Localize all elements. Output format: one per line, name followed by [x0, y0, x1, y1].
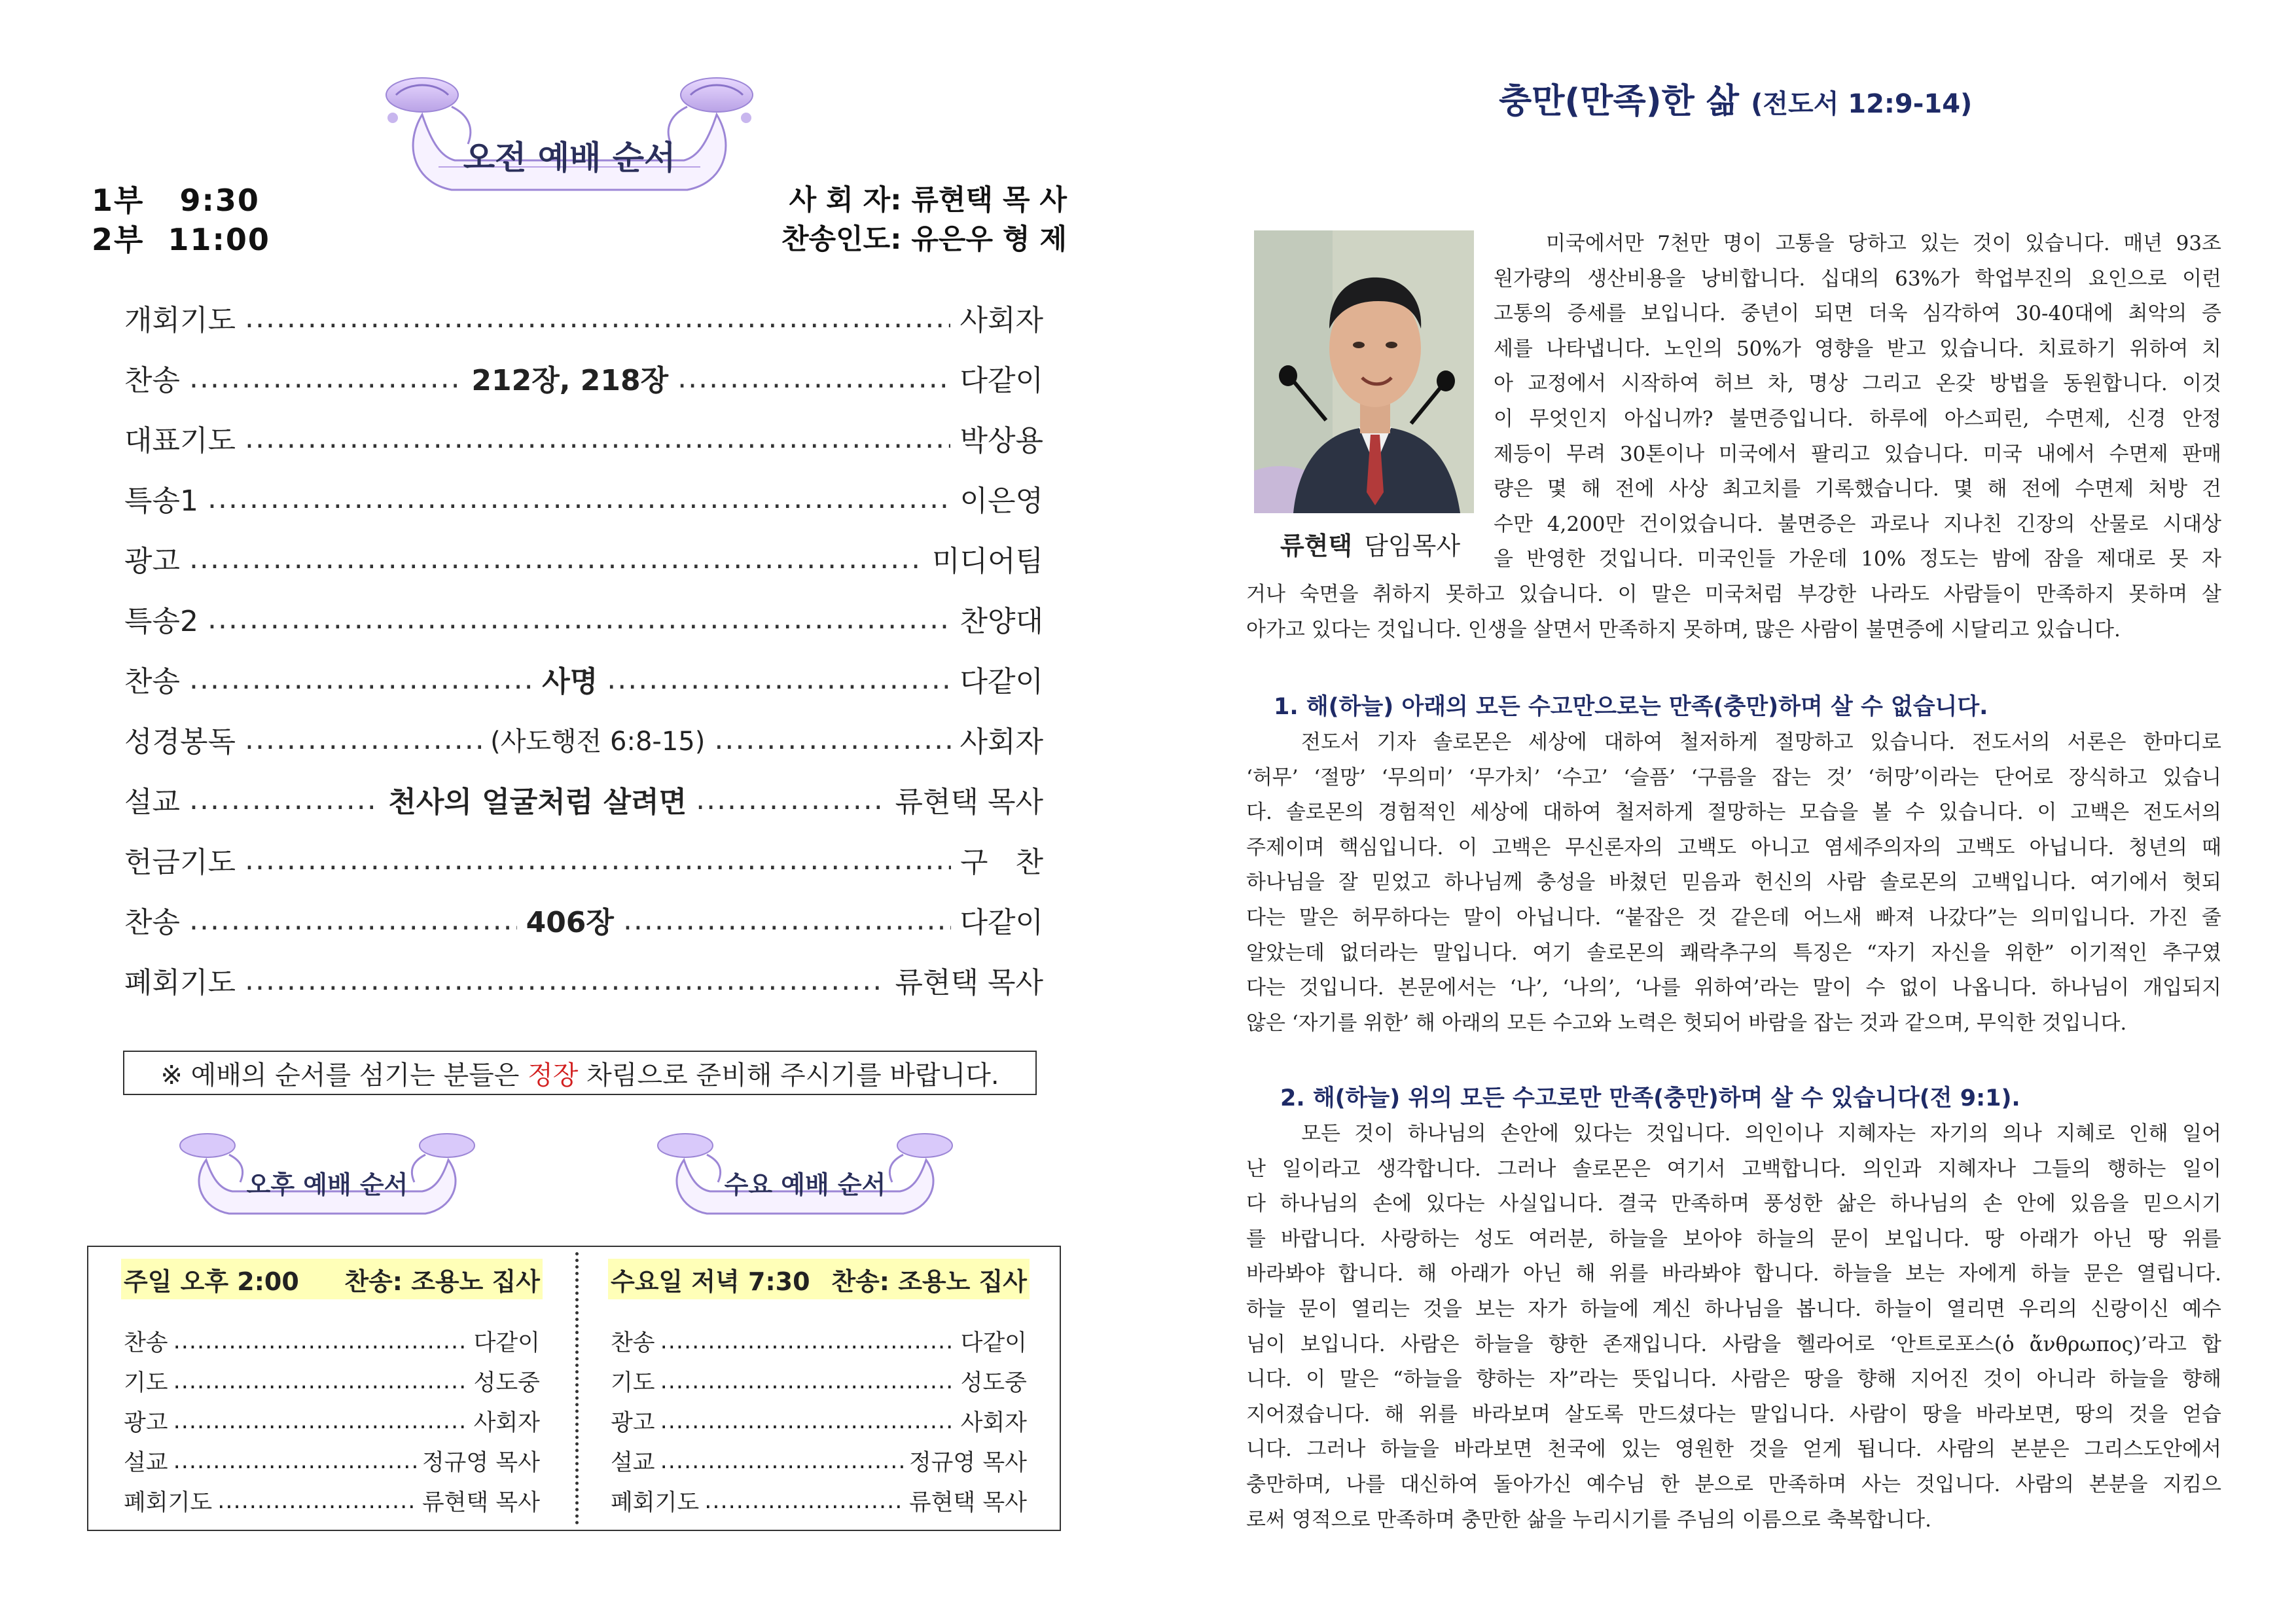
- text-line: 하나님을 잘 믿었고 하나님께 충성을 바쳤던 믿음과 헌신의 사람 솔로몬의 고백입니다. 여기에서 헛되: [1246, 871, 2221, 895]
- order-person: 구 찬: [960, 846, 1043, 879]
- order-person: 찬양대: [960, 605, 1043, 638]
- wednesday-row: [611, 1403, 1027, 1439]
- text-line: 모든 것이 하나님의 손안에 있다는 것입니다. 의인이나 지혜자는 자기의 의나 지혜로 인해 일어: [1301, 1122, 2221, 1146]
- text-line: 다. 솔로몬의 경험적인 세상에 대하여 철저하게 절망하는 모습을 볼 수 있습니다. 이 고백은 전도서의: [1246, 801, 2221, 825]
- leader-dots: [245, 723, 481, 756]
- order-row: [124, 596, 1043, 641]
- order-person: 다같이: [960, 364, 1044, 397]
- afternoon-time: 주일 오후 2:00: [124, 1267, 299, 1296]
- text-line: 충만하며, 나를 대신하여 돌아가신 예수님 한 분으로 만족하며 사는 것입니다. 사람의 본분을 지킴으: [1246, 1472, 2221, 1496]
- leader-dots: [245, 964, 886, 997]
- wednesday-column: [575, 1247, 1062, 1530]
- leader-dots: [173, 1408, 469, 1434]
- leader-dots: [623, 903, 951, 937]
- text-line: 원가량의 생산비용을 낭비합니다. 십대의 63%가 학업부진의 요인으로 이런: [1494, 266, 2221, 291]
- text-line: 다는 것입니다. 본문에서는 ‘나’, ‘나의’, ‘나를 위하여’라는 말이 수 없이 나옵니다. 하나님이 개입되지: [1246, 976, 2221, 1000]
- wednesday-row: [611, 1443, 1027, 1479]
- notice-highlight: 정장: [528, 1060, 579, 1091]
- order-row: [124, 656, 1043, 702]
- leader-dots: [245, 301, 950, 334]
- row-label: 찬송: [611, 1330, 655, 1356]
- notice-text-before: ※ 예배의 순서를 섬기는 분들은: [160, 1060, 528, 1091]
- text-line: 님이 보입니다. 사람은 하늘을 향한 존재입니다. 사람을 헬라어로 ‘안트로포스(ὁ ἄνθρωπος)’라고 합: [1246, 1332, 2221, 1356]
- pastor-name: 류현택: [1280, 532, 1353, 560]
- order-row: [124, 897, 1043, 943]
- text-line: 제등이 무려 30톤이나 미국에서 팔리고 있습니다. 미국 내에서 수면제 판매: [1494, 442, 2221, 466]
- leader-dots: [660, 1448, 904, 1474]
- leader-dots: [245, 422, 950, 455]
- text-line: 다는 말은 허무하다는 말이 아닙니다. “붙잡은 것 같은데 어느새 빠져 나갔다”는 의미입니다. 가진 줄: [1246, 905, 2221, 929]
- order-label: 폐회기도: [124, 966, 236, 1000]
- text-line: 아 교정에서 시작하여 허브 차, 명상 그리고 온갖 방법을 동원합니다. 이것: [1494, 372, 2221, 396]
- wednesday-title-banner: [651, 1127, 959, 1225]
- order-row: [124, 475, 1043, 521]
- morning-title-banner: [376, 69, 762, 206]
- row-label: 설교: [124, 1450, 168, 1476]
- order-label: 대표기도: [124, 424, 236, 458]
- row-label: 폐회기도: [124, 1490, 213, 1516]
- order-person: 미디어팀: [931, 545, 1043, 578]
- dress-code-notice: [123, 1051, 1037, 1095]
- text-line: 다 하나님의 손에 있다는 사실입니다. 결국 만족하며 풍성한 삶은 하나님의 손 안에 있음을 믿으시기: [1246, 1192, 2221, 1216]
- text-line: 수만 4,200만 건이었습니다. 불면증은 과로나 지나친 긴장의 산물로 시대상: [1494, 512, 2221, 536]
- order-row: [124, 957, 1043, 1003]
- row-label: 기도: [124, 1370, 168, 1396]
- row-person: 다같이: [473, 1330, 540, 1356]
- text-line: 니다. 이 말은 “하늘을 향하는 자”라는 뜻입니다. 사람은 땅을 향해 지어진 것이 아니라 하늘을 향해: [1246, 1367, 2221, 1392]
- wednesday-row: [611, 1323, 1027, 1360]
- order-person: 류현택 목사: [895, 966, 1043, 1000]
- order-label: 성경봉독: [124, 725, 236, 759]
- wednesday-row: [611, 1483, 1027, 1519]
- leader-dots: [696, 783, 886, 816]
- order-label: 설교: [124, 785, 181, 819]
- row-label: 폐회기도: [611, 1490, 700, 1516]
- point-1-heading: 1. 해(하늘) 아래의 모든 수고만으로는 만족(충만)하며 살 수 없습니다.: [1274, 694, 1988, 720]
- intro-full-paragraph: [1246, 577, 2221, 647]
- order-label: 찬송: [124, 906, 181, 939]
- leader-dots: [677, 361, 950, 395]
- row-person: 류현택 목사: [422, 1490, 540, 1516]
- leader-dots: [189, 783, 379, 816]
- order-person: 사회자: [960, 304, 1043, 337]
- text-line: 을 반영한 것입니다. 미국인들 가운데 10% 정도는 밤에 잠을 제대로 못 자: [1494, 547, 2221, 571]
- order-label: 특송1: [124, 484, 199, 518]
- order-row: [124, 535, 1043, 581]
- sermon-title: [1499, 73, 1972, 122]
- order-label: 찬송: [124, 364, 181, 397]
- row-person: 사회자: [960, 1410, 1027, 1436]
- leader-dots: [189, 662, 533, 696]
- morning-title: 오전 예배 순서: [463, 139, 676, 177]
- order-row: [124, 837, 1043, 882]
- point-2-paragraph: [1246, 1117, 2221, 1538]
- point-2-heading: 2. 해(하늘) 위의 모든 수고로만 만족(충만)하며 살 수 있습니다(전 9:1).: [1280, 1085, 2020, 1111]
- leader-dots: [173, 1448, 417, 1474]
- leader-dots: [189, 903, 517, 937]
- leader-dots: [189, 542, 923, 575]
- afternoon-row: [124, 1443, 540, 1479]
- text-line: 바라봐야 합니다. 해 아래가 아닌 해 위를 바라봐야 합니다. 하늘을 보는 자에게 하늘 문은 열립니다.: [1246, 1262, 2221, 1286]
- leader-dots: [714, 723, 950, 756]
- pastor-photo: [1254, 230, 1474, 513]
- row-label: 광고: [124, 1410, 168, 1436]
- row-person: 성도중: [473, 1370, 540, 1396]
- order-label: 헌금기도: [124, 846, 236, 879]
- row-label: 찬송: [124, 1330, 168, 1356]
- text-line: 않은 ‘자기를 위한’ 해 아래의 모든 수고와 노력은 헛되어 바람을 잡는 것과 같으며, 무익한 것입니다.: [1246, 1011, 2127, 1035]
- leader-dots: [660, 1368, 956, 1394]
- pastor-caption: [1280, 526, 1460, 562]
- hymn-numbers: 406장: [526, 906, 614, 939]
- leader-dots: [660, 1328, 956, 1354]
- text-line: 니다. 그러나 하늘을 바라보면 천국에 있는 영원한 것을 얻게 됩니다. 사람의 본분은 그리스도안에서: [1246, 1437, 2221, 1462]
- text-line: 를 바랍니다. 사랑하는 성도 여러분, 하늘을 보아야 하늘의 문이 보입니다. 땅 아래가 아닌 땅 위를: [1246, 1227, 2221, 1251]
- leader-dots: [704, 1488, 904, 1514]
- order-row: [124, 776, 1043, 822]
- order-row: [124, 716, 1043, 762]
- text-line: 주제이며 핵심입니다. 이 고백은 무신론자의 고백도 아니고 염세주의자의 고백도 아닙니다. 청년의 때: [1246, 835, 2221, 859]
- order-person: 다같이: [960, 906, 1044, 939]
- order-person: 사회자: [960, 725, 1044, 759]
- scripture-reference: (사도행전 6:8-15): [490, 726, 706, 757]
- afternoon-title: 오후 예배 순서: [246, 1170, 408, 1199]
- row-person: 정규영 목사: [422, 1450, 540, 1476]
- order-person: 류현택 목사: [895, 785, 1043, 819]
- text-line: 전도서 기자 솔로몬은 세상에 대하여 철저하게 절망하고 있습니다. 전도서의 서론은 한마디로: [1301, 731, 2221, 754]
- wednesday-row: [611, 1363, 1027, 1399]
- afternoon-leader: 찬송: 조용노 집사: [344, 1267, 540, 1296]
- text-line: ‘허무’ ‘절망’ ‘무의미’ ‘무가치’ ‘수고’ ‘슬픔’ ‘구름을 잡는 것’ ‘허망’이라는 단어로 장식하고 있습니: [1246, 765, 2221, 789]
- order-row: [124, 295, 1043, 340]
- wednesday-leader: 찬송: 조용노 집사: [831, 1267, 1027, 1296]
- order-label: 광고: [124, 545, 181, 578]
- text-line: 난 일이라고 생각합니다. 그러나 솔로몬은 여기서 고백합니다. 의인과 지혜자나 그들의 행하는 일이: [1246, 1157, 2221, 1181]
- afternoon-title-banner: [173, 1127, 481, 1225]
- hymn-numbers: 212장, 218장: [471, 364, 669, 397]
- song-leader-info: 찬송인도: 유은우 형 제: [781, 223, 1067, 256]
- text-line: 미국에서만 7천만 명이 고통을 당하고 있는 것이 있습니다. 매년 93조: [1546, 232, 2221, 255]
- leader-dots: [173, 1328, 469, 1354]
- order-person: 박상용: [960, 424, 1043, 458]
- afternoon-row: [124, 1323, 540, 1360]
- notice-text-after: 차림으로 준비해 주시기를 바랍니다.: [578, 1060, 999, 1091]
- leader-info: 사 회 자: 류현택 목 사: [789, 184, 1067, 217]
- order-label: 개회기도: [124, 304, 236, 337]
- row-person: 사회자: [473, 1410, 540, 1436]
- row-person: 류현택 목사: [908, 1490, 1027, 1516]
- leader-dots: [173, 1368, 469, 1394]
- wednesday-time: 수요일 저녁 7:30: [611, 1267, 810, 1296]
- wednesday-title: 수요 예배 순서: [724, 1170, 886, 1199]
- leader-dots: [217, 1488, 417, 1514]
- leader-dots: [660, 1408, 956, 1434]
- order-row: [124, 415, 1043, 461]
- afternoon-row: [124, 1363, 540, 1399]
- text-line: 알았는데 없더라는 말입니다. 여기 솔로몬의 쾌락추구의 특징은 “자기 자신을 위한” 이기적인 추구였: [1246, 941, 2221, 965]
- order-person: 이은영: [960, 484, 1043, 518]
- service-1-time: 1부 9:30: [92, 183, 260, 218]
- text-line: 세를 나타냅니다. 노인의 50%가 영향을 받고 있습니다. 치료하기 위하여 치: [1494, 336, 2221, 361]
- text-line: 거나 숙면을 취하지 못하고 있습니다. 이 말은 미국처럼 부강한 나라도 사람들이 만족하지 못하며 살: [1246, 583, 2221, 606]
- afternoon-column: [88, 1247, 575, 1530]
- leader-dots: [245, 843, 951, 876]
- point-1-paragraph: [1246, 725, 2221, 1041]
- leader-dots: [207, 482, 950, 515]
- intro-wrapped-paragraph: [1494, 226, 2221, 577]
- leader-dots: [207, 602, 950, 636]
- row-person: 성도중: [960, 1370, 1027, 1396]
- order-label: 찬송: [124, 665, 181, 698]
- leader-dots: [189, 361, 462, 395]
- row-label: 기도: [611, 1370, 655, 1396]
- text-line: 하늘 문이 열리는 것을 보는 자가 하늘에 계신 하나님을 봅니다. 하늘이 열리면 우리의 신랑이신 예수: [1246, 1297, 2221, 1321]
- afternoon-header: [121, 1259, 543, 1299]
- text-line: 이 무엇인지 아십니까? 불면증입니다. 하루에 아스피린, 수면제, 신경 안정: [1494, 406, 2221, 431]
- row-person: 정규영 목사: [908, 1450, 1027, 1476]
- afternoon-row: [124, 1403, 540, 1439]
- sermon-title: 천사의 얼굴처럼 살려면: [388, 785, 687, 819]
- order-person: 다같이: [960, 665, 1044, 698]
- order-label: 특송2: [124, 605, 199, 638]
- sermon-reference: (전도서 12:9-14): [1751, 89, 1973, 119]
- wednesday-header: [608, 1259, 1030, 1299]
- sermon-title-text: 충만(만족)한 삶: [1499, 82, 1740, 121]
- text-line: 아가고 있다는 것입니다. 인생을 살면서 만족하지 못하며, 많은 사람이 불면증에 시달리고 있습니다.: [1246, 617, 2121, 641]
- leader-dots: [607, 662, 950, 696]
- text-line: 로써 영적으로 만족하며 충만한 삶을 누리시기를 주님의 이름으로 축복합니다.: [1246, 1507, 1931, 1532]
- pastor-portrait-icon: [1254, 230, 1474, 513]
- row-label: 광고: [611, 1410, 655, 1436]
- text-line: 고통의 증세를 보입니다. 중년이 되면 더욱 심각하여 30-40대에 최악의 증: [1494, 302, 2221, 326]
- afternoon-row: [124, 1483, 540, 1519]
- evening-services-box: [87, 1246, 1061, 1531]
- pastor-role: 담임목사: [1364, 532, 1461, 560]
- order-row: [124, 355, 1043, 401]
- service-2-time: 2부 11:00: [92, 222, 270, 257]
- text-line: 량은 몇 해 전에 사상 최고치를 기록했습니다. 몇 해 전에 수면제 처방 건: [1494, 477, 2221, 501]
- hymn-title: 사명: [542, 665, 598, 698]
- row-person: 다같이: [960, 1330, 1027, 1356]
- text-line: 지어졌습니다. 해 위를 바라보며 살도록 만드셨다는 말입니다. 사람이 땅을 바라보면, 땅의 것을 얻습: [1246, 1402, 2221, 1426]
- row-label: 설교: [611, 1450, 655, 1476]
